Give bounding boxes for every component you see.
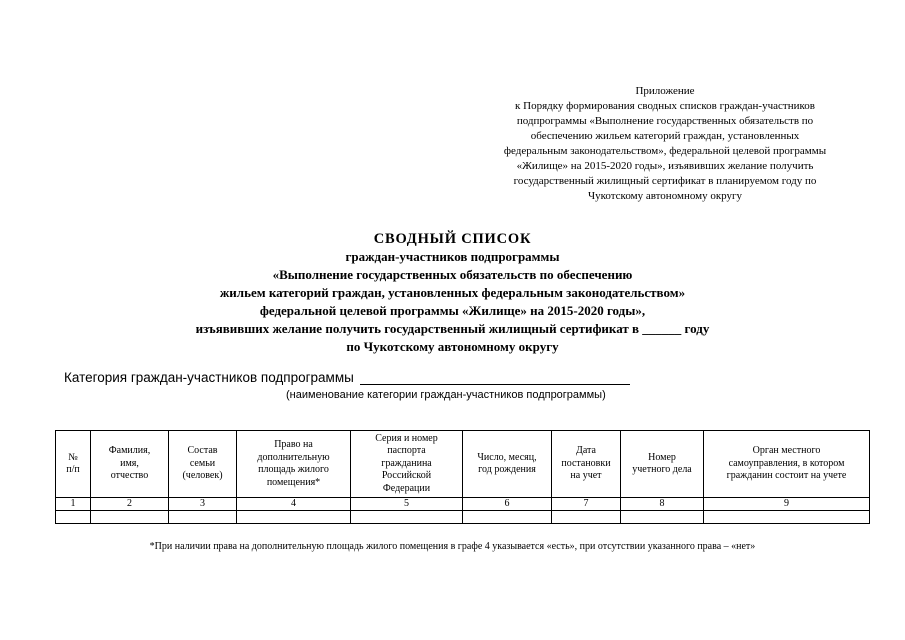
table-number-row (56, 498, 870, 511)
column-number-8: 8 (621, 498, 704, 511)
column-number-9: 9 (704, 498, 870, 511)
table-row (56, 511, 870, 524)
column-header-3: Состав семьи (человек) (169, 431, 237, 498)
table-cell[interactable] (552, 511, 621, 524)
heading-line: федеральной целевой программы «Жилище» на 2015-2020 годы», (259, 303, 646, 318)
appendix-block (455, 84, 875, 204)
column-header-1: № п/п (56, 431, 91, 498)
table-cell[interactable] (704, 511, 870, 524)
appendix-line: к Порядку формирования сводных списков граждан-участников (515, 100, 815, 112)
column-number-7: 7 (552, 498, 621, 511)
table-cell[interactable] (621, 511, 704, 524)
category-blank-field[interactable] (360, 370, 630, 385)
column-number-3: 3 (169, 498, 237, 511)
appendix-line: «Жилище» на 2015-2020 годы», изъявивших желание получить (516, 160, 814, 172)
document-title: СВОДНЫЙ СПИСОК (373, 231, 532, 247)
column-number-5: 5 (351, 498, 463, 511)
column-header-2: Фамилия, имя, отчество (91, 431, 169, 498)
table-cell[interactable] (91, 511, 169, 524)
appendix-line: федеральным законодательством», федеральной целевой программы (503, 145, 827, 157)
category-hint: (наименование категории граждан-участников подпрограммы) (286, 389, 606, 401)
document-heading (0, 230, 905, 356)
heading-line: «Выполнение государственных обязательств по обеспечению (272, 267, 633, 282)
table-header-row (56, 431, 870, 498)
table-cell[interactable] (169, 511, 237, 524)
summary-table (55, 430, 870, 524)
heading-line: граждан-участников подпрограммы (345, 249, 560, 264)
column-header-4: Право на дополнительную площадь жилого помещения* (237, 431, 351, 498)
appendix-line: подпрограммы «Выполнение государственных обязательств по (516, 115, 814, 127)
heading-line: по Чукотскому автономному округу (346, 339, 559, 354)
category-label: Категория граждан-участников подпрограммы (64, 370, 354, 385)
table-cell[interactable] (237, 511, 351, 524)
heading-line: жильем категорий граждан, установленных федеральным законодательством» (219, 285, 686, 300)
appendix-line: обеспечению жильем категорий граждан, установленных (530, 130, 800, 142)
column-header-5: Серия и номер паспорта гражданина Российской Федерации (351, 431, 463, 498)
footnote: *При наличии права на дополнительную площадь жилого помещения в графе 4 указывается «есть», при отсутствии указанного права – «нет» (149, 541, 756, 552)
heading-line: изъявивших желание получить государственный жилищный сертификат в ______ году (195, 321, 710, 336)
table-cell[interactable] (351, 511, 463, 524)
column-header-7: Дата постановки на учет (552, 431, 621, 498)
table-cell[interactable] (56, 511, 91, 524)
category-row (64, 370, 630, 385)
appendix-line: Чукотскому автономному округу (587, 190, 743, 202)
column-number-2: 2 (91, 498, 169, 511)
column-number-4: 4 (237, 498, 351, 511)
column-header-9: Орган местного самоуправления, в котором гражданин состоит на учете (704, 431, 870, 498)
column-header-8: Номер учетного дела (621, 431, 704, 498)
table-cell[interactable] (463, 511, 552, 524)
column-header-6: Число, месяц, год рождения (463, 431, 552, 498)
column-number-6: 6 (463, 498, 552, 511)
column-number-1: 1 (56, 498, 91, 511)
appendix-line: государственный жилищный сертификат в планируемом году по (513, 175, 817, 187)
appendix-line: Приложение (635, 85, 695, 97)
